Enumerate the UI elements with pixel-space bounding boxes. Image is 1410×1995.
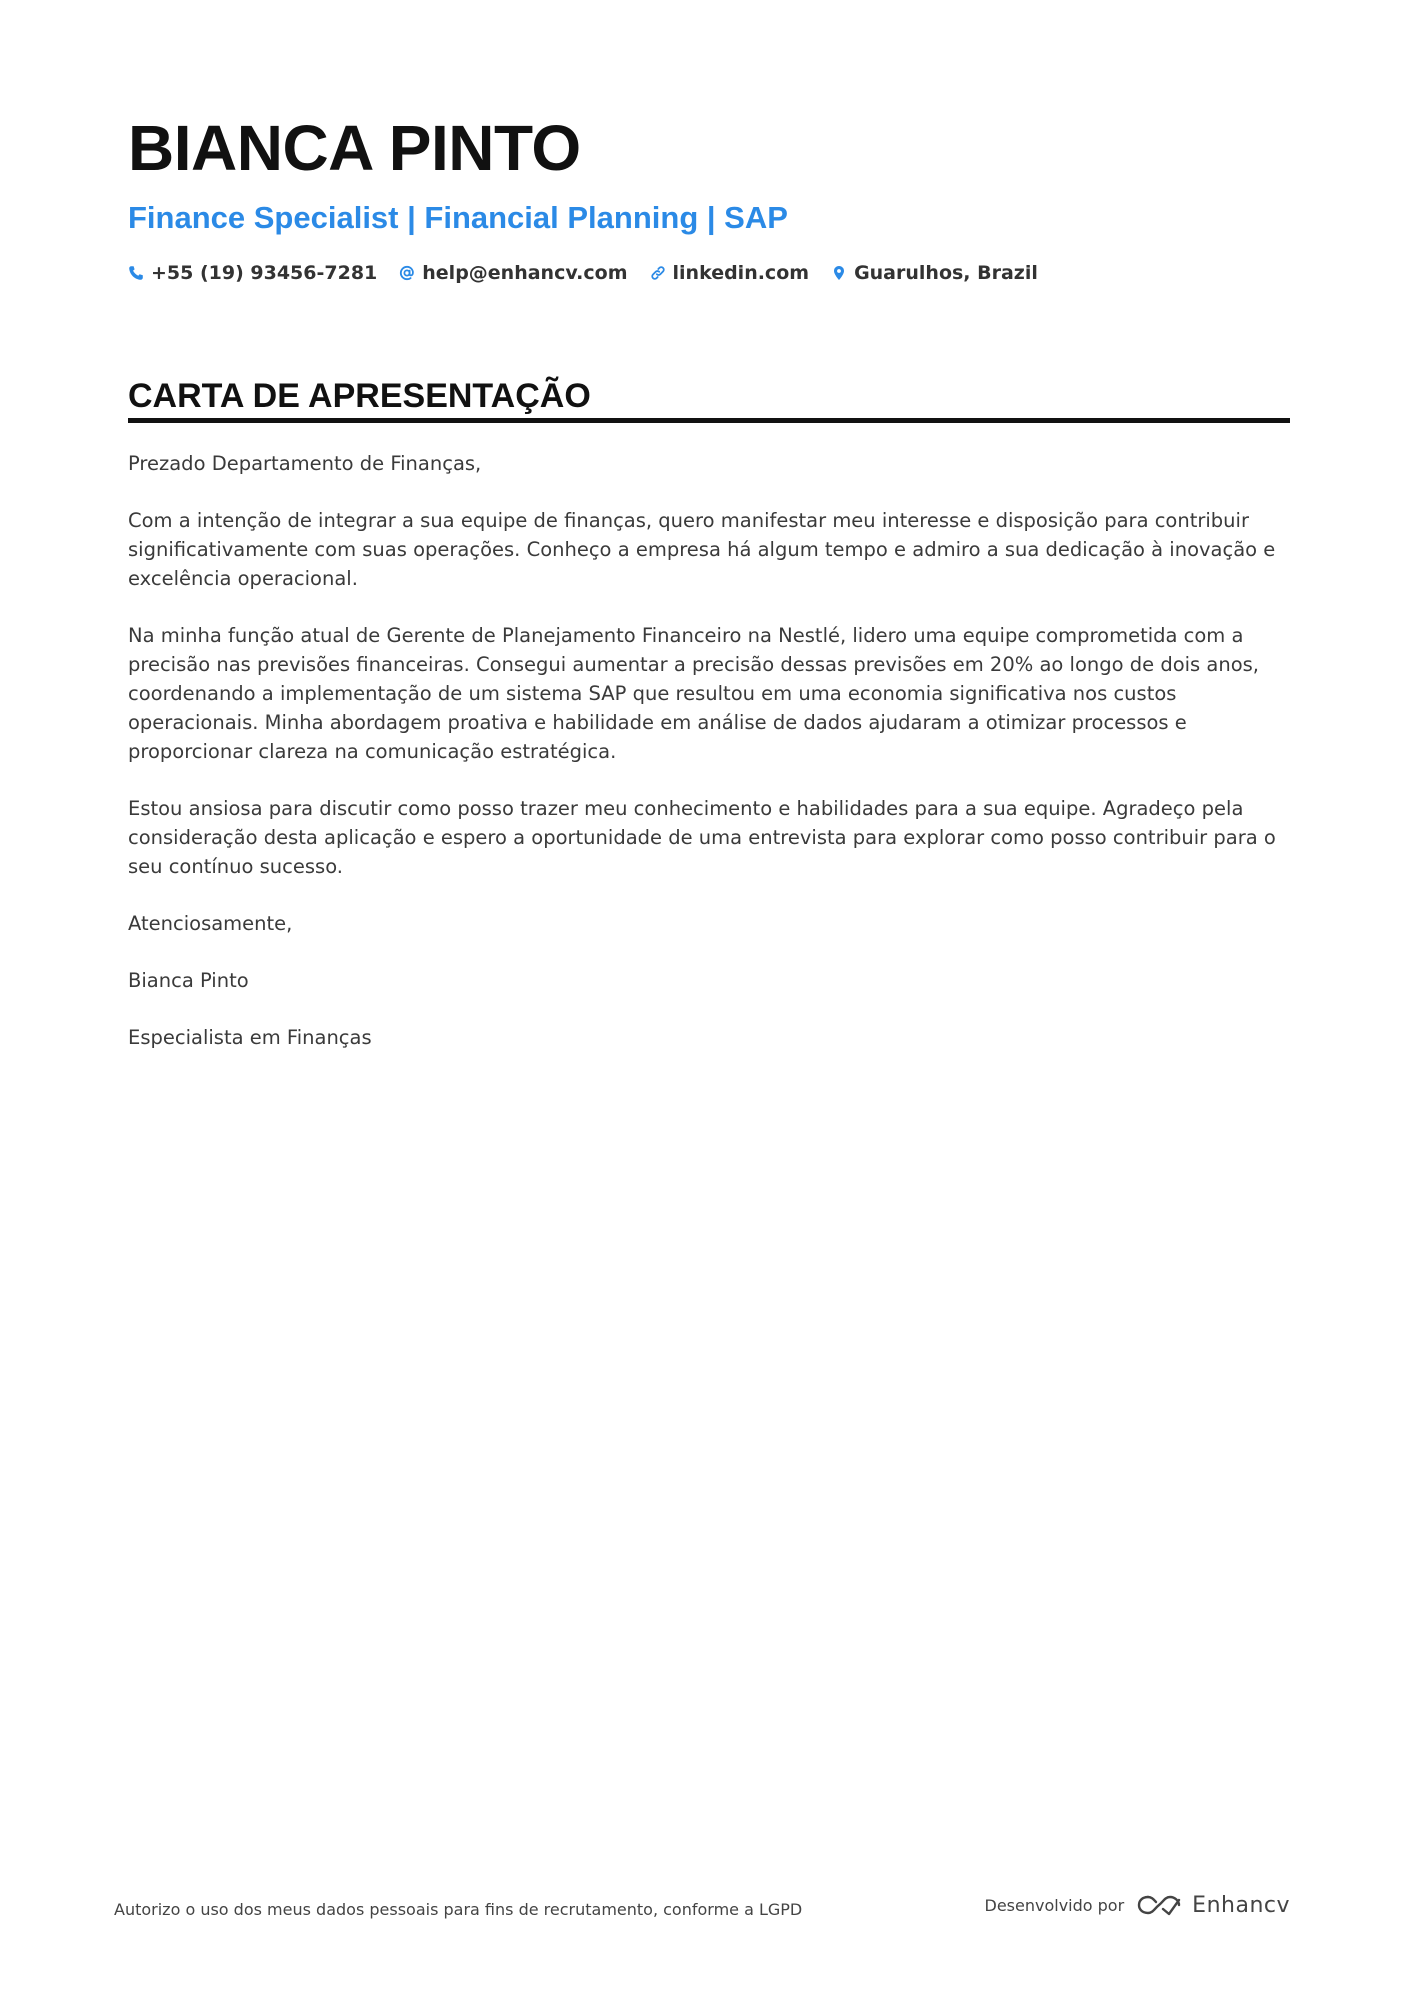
email-text: help@enhancv.com: [422, 262, 628, 284]
map-pin-icon: [831, 265, 847, 281]
contact-linkedin[interactable]: [650, 260, 810, 286]
candidate-name: BIANCA PINTO: [128, 112, 581, 184]
headline: Finance Specialist | Financial Planning | SAP: [128, 200, 788, 235]
enhancv-logo-icon: [1136, 1892, 1182, 1918]
section-title: CARTA DE APRESENTAÇÃO: [128, 376, 1290, 423]
brand-name: Enhancv: [1192, 1892, 1290, 1918]
phone-icon: [128, 265, 144, 281]
letter-body: [128, 449, 1290, 1052]
footer: [114, 1892, 1290, 1922]
letter-paragraph: Com a intenção de integrar a sua equipe de finanças, quero manifestar meu interesse e disposição para contribuir significativamente com suas operações. Conheço a empresa há algum tempo e admiro a sua dedicação à inovação e excelência operacional.: [128, 509, 1276, 590]
contact-phone[interactable]: [128, 260, 377, 286]
linkedin-text: linkedin.com: [672, 262, 810, 284]
letter-closing: Atenciosamente,: [128, 912, 293, 935]
contact-location: [831, 260, 1038, 286]
signature-name: Bianca Pinto: [128, 969, 249, 992]
contact-email[interactable]: [399, 260, 627, 286]
link-icon: [650, 265, 666, 281]
letter-paragraph: Estou ansiosa para discutir como posso trazer meu conhecimento e habilidades para a sua equipe. Agradeço pela consideração desta aplicação e espero a oportunidade de uma entrevista para explorar como posso contribuir para o seu contínuo sucesso.: [128, 797, 1276, 878]
powered-by-label: Desenvolvido por: [984, 1895, 1125, 1915]
letter-paragraph: Na minha função atual de Gerente de Planejamento Financeiro na Nestlé, lidero uma equipe comprometida com a precisão nas previsões financeiras. Consegui aumentar a precisão dessas previsões em 20% ao longo de dois anos, coordenando a implementação de um sistema SAP que resultou em uma economia significativa nos custos operacionais. Minha abordagem proativa e habilidade em análise de dados ajudaram a otimizar processos e proporcionar clareza na comunicação estratégica.: [128, 624, 1259, 763]
contact-bar: [128, 260, 1290, 286]
phone-text: +55 (19) 93456-7281: [151, 262, 378, 284]
location-text: Guarulhos, Brazil: [854, 262, 1038, 284]
consent-note: Autorizo o uso dos meus dados pessoais para fins de recrutamento, conforme a LGPD: [114, 1900, 803, 1919]
powered-by[interactable]: [985, 1892, 1290, 1918]
signature-title: Especialista em Finanças: [128, 1026, 372, 1049]
letter-greeting: Prezado Departamento de Finanças,: [128, 452, 482, 475]
cover-letter-page: [128, 112, 1290, 1080]
at-icon: [399, 265, 415, 281]
